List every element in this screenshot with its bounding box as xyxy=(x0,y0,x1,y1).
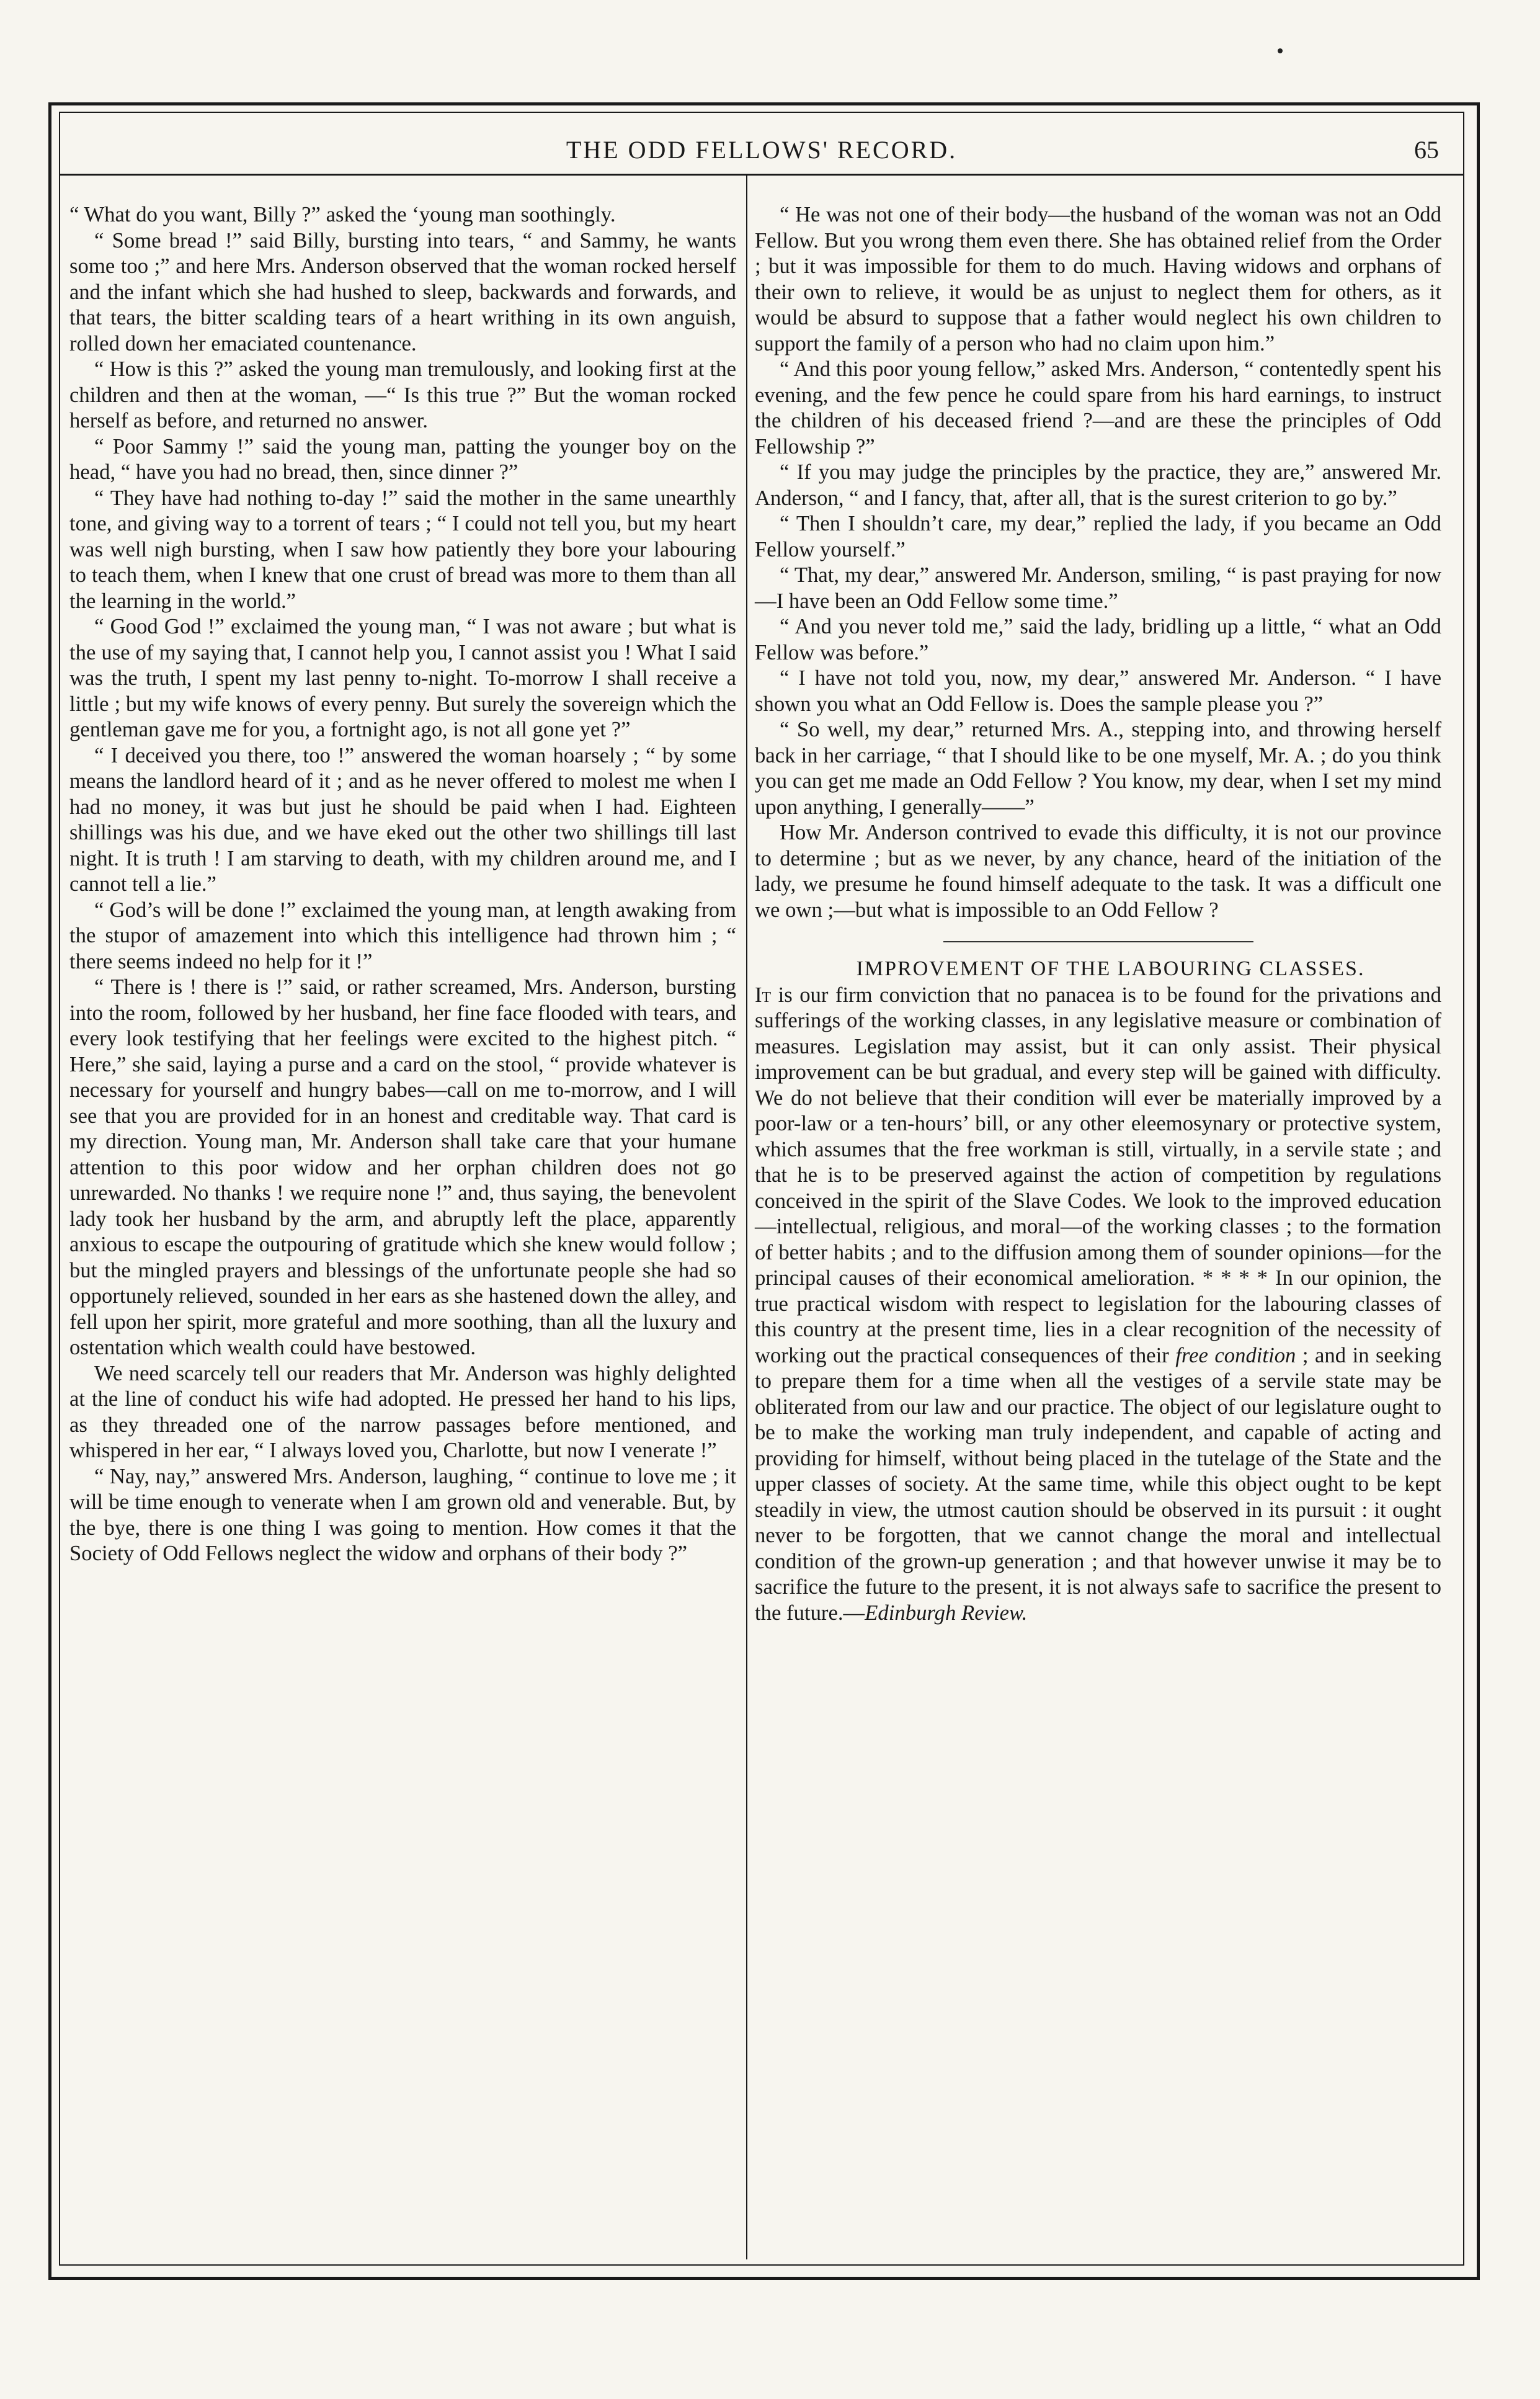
paragraph: “ If you may judge the principles by the practice, they are,” answered Mr. Anderson, “ and I fancy, that, after all, that is the surest criterion to go by.” xyxy=(755,460,1441,510)
paragraph: “ I have not told you, now, my dear,” answered Mr. Anderson. “ I have shown you what an Odd Fellow is. Does the sample please you ?” xyxy=(755,666,1441,716)
paragraph: “ Poor Sammy !” said the young man, patting the younger boy on the head, “ have you had no bread, then, since dinner ?” xyxy=(69,434,736,484)
header-rule xyxy=(60,174,1463,176)
paragraph: “ There is ! there is !” said, or rather screamed, Mrs. Anderson, bursting into the room, followed by her husband, her fine face flooded with tears, and every look testifying that her feelings were excited to the highest pitch. “ Here,” she said, laying a purse and a card on the stool, “ provide whatever is necessary for yourself and hungry babes—call on me to-morrow, and I will see that you are provided for in an honest and creditable way. That card is my direction. Young man, Mr. Anderson shall take care that your humane attention to this poor widow and her orphan children does not go unrewarded. No thanks ! we require none !” and, thus saying, the benevolent lady took her husband by the arm, and abruptly left the place, apparently anxious to escape the outpouring of gratitude which she knew would follow ; but the mingled prayers and blessings of the unfortunate people she had so opportunely relieved, sounded in her ears as she hastened down the alley, and fell upon her spirit, more grateful and more soothing, than all the luxury and ostentation which wealth could have bestowed. xyxy=(69,975,736,1359)
paragraph: “ He was not one of their body—the husband of the woman was not an Odd Fellow. But you wrong them even there. She has obtained relief from the Order ; but it was impossible for them to do much. Having widows and orphans of their own to relieve, it would be as unjust to neglect them for others, as it would be absurd to suppose that a father would neglect his own children to support the family of a person who had no claim upon him.” xyxy=(755,202,1441,355)
page-number: 65 xyxy=(1414,136,1439,164)
paragraph: “ What do you want, Billy ?” asked the ‘young man soothingly. xyxy=(69,202,616,226)
column-divider xyxy=(746,175,747,2259)
article-lead-word: It xyxy=(755,982,772,1007)
paragraph: “ That, my dear,” answered Mr. Anderson, smiling, “ is past praying for now—I have been an Odd Fellow some time.” xyxy=(755,563,1441,613)
left-column xyxy=(69,202,736,1566)
paragraph: “ So well, my dear,” returned Mrs. A., stepping into, and throwing herself back in her carriage, “ that I should like to be one myself, Mr. A. ; do you think you can get me made an Odd Fellow ? You know, my dear, when I set my mind upon anything, I generally——” xyxy=(755,717,1441,819)
article-body-text: ; and in seeking to prepare them for a time when all the vestiges of a servile state may be obliterated from our law and our practice. The object of our legislature ought to be to make the working man truly independent, and capable of acting and providing for himself, without being placed in the tutelage of the State and the upper classes of society. At the same time, while this object ought to be kept steadily in view, the utmost caution should be observed in its pursuit : it ought never to be forgotten, that we cannot change the moral and intellectual condition of the grown-up generation ; and that however unwise it may be to sacrifice the future to the present, it is not always safe to sacrifice the present to the future.— xyxy=(755,1342,1441,1625)
ink-dot xyxy=(1278,48,1283,53)
article-source: Edinburgh Review. xyxy=(865,1600,1028,1625)
paragraph: “ They have had nothing to-day !” said the mother in the same unearthly tone, and giving way to a torrent of tears ; “ I could not tell you, but my heart was well nigh bursting, when I saw how patiently they bore your labouring to teach them, when I knew that one crust of bread was more to them than all the learning in the world.” xyxy=(69,485,736,613)
article-body-text: is our firm conviction that no panacea is to be found for the privations and sufferings of the working classes, in any legislative measure or combination of measures. Legislation may assist, but it can only assist. Their physical improvement can be but gradual, and every step will be gained with difficulty. We do not believe that their condition will ever be materially improved by a poor-law or a ten-hours’ bill, or any other eleemosynary or protective system, which assumes that the free workman is still, virtually, in a servile state ; and that he is to be preserved against the action of competition by regulations conceived in the spirit of the Slave Codes. We look to the improved education—intellectual, religious, and moral—of the working classes ; to the formation of better habits ; and to the diffusion among them of sounder opinions—for the principal causes of their economical amelioration. * * * * In our opinion, the true practical wisdom with respect to legislation for the labouring classes of this country at the present time, lies in a clear recognition of the necessity of working out the practical consequences of their xyxy=(755,982,1441,1367)
paragraph: “ God’s will be done !” exclaimed the young man, at length awaking from the stupor of amazement into which this intelligence had thrown him ; “ there seems indeed no help for it !” xyxy=(69,897,736,973)
section-separator xyxy=(943,941,1253,942)
paragraph: “ Good God !” exclaimed the young man, “ I was not aware ; but what is the use of my saying that, I cannot help you, I cannot assist you ! What I said was the truth, I spent my last penny to-night. To-morrow I shall receive a little ; but my wife knows of every penny. But surely the sovereign which the gentleman gave me for you, a fortnight ago, is not all gone yet ?” xyxy=(69,614,736,741)
paragraph: “ Then I shouldn’t care, my dear,” replied the lady, if you became an Odd Fellow yourself.” xyxy=(755,511,1441,561)
article-body xyxy=(755,982,1441,1626)
running-title: THE ODD FELLOWS' RECORD. xyxy=(566,136,958,164)
paragraph: How Mr. Anderson contrived to evade this difficulty, it is not our province to determine ; but as we never, by any chance, heard of the initiation of the lady, we presume he found himself adequate to the task. It was a difficult one we own ;—but what is impossible to an Odd Fellow ? xyxy=(755,820,1441,922)
right-column xyxy=(755,202,1441,1625)
paragraph: “ I deceived you there, too !” answered the woman hoarsely ; “ by some means the landlord heard of it ; and as he never offered to molest me when I had no money, it was but just he should be paid when I had. Eighteen shillings was his due, and we have eked out the other two shillings till last night. It is truth ! I am starving to death, with my children around me, and I cannot tell a lie.” xyxy=(69,743,736,896)
paragraph: We need scarcely tell our readers that Mr. Anderson was highly delighted at the line of conduct his wife had adopted. He pressed her hand to his lips, as they threaded one of the narrow passages before mentioned, and whispered in her ear, “ I always loved you, Charlotte, but now I venerate !” xyxy=(69,1360,736,1462)
paragraph: “ How is this ?” asked the young man tremulously, and looking first at the children and then at the woman, —“ Is this true ?” But the woman rocked herself as before, and returned no answer. xyxy=(69,357,736,432)
paragraph: “ And you never told me,” said the lady, bridling up a little, “ what an Odd Fellow was before.” xyxy=(755,614,1441,664)
paragraph: “ And this poor young fellow,” asked Mrs. Anderson, “ contentedly spent his evening, and the few pence he could spare from his hard earnings, to instruct the children of his deceased friend ?—and are these the principles of Odd Fellowship ?” xyxy=(755,357,1441,458)
article-italic-phrase: free condition xyxy=(1175,1342,1296,1367)
article-heading: IMPROVEMENT OF THE LABOURING CLASSES. xyxy=(856,957,1365,980)
paragraph: “ Some bread !” said Billy, bursting into tears, “ and Sammy, he wants some too ;” and here Mrs. Anderson observed that the woman rocked herself and the infant which she had hushed to sleep, backwards and forwards, and that tears, the bitter scalding tears of a heart writhing in its own anguish, rolled down her emaciated countenance. xyxy=(69,228,736,355)
paragraph: “ Nay, nay,” answered Mrs. Anderson, laughing, “ continue to love me ; it will be time enough to venerate when I am grown old and venerable. But, by the bye, there is one thing I was going to mention. How comes it that the Society of Odd Fellows neglect the widow and orphans of their body ?” xyxy=(69,1463,736,1565)
